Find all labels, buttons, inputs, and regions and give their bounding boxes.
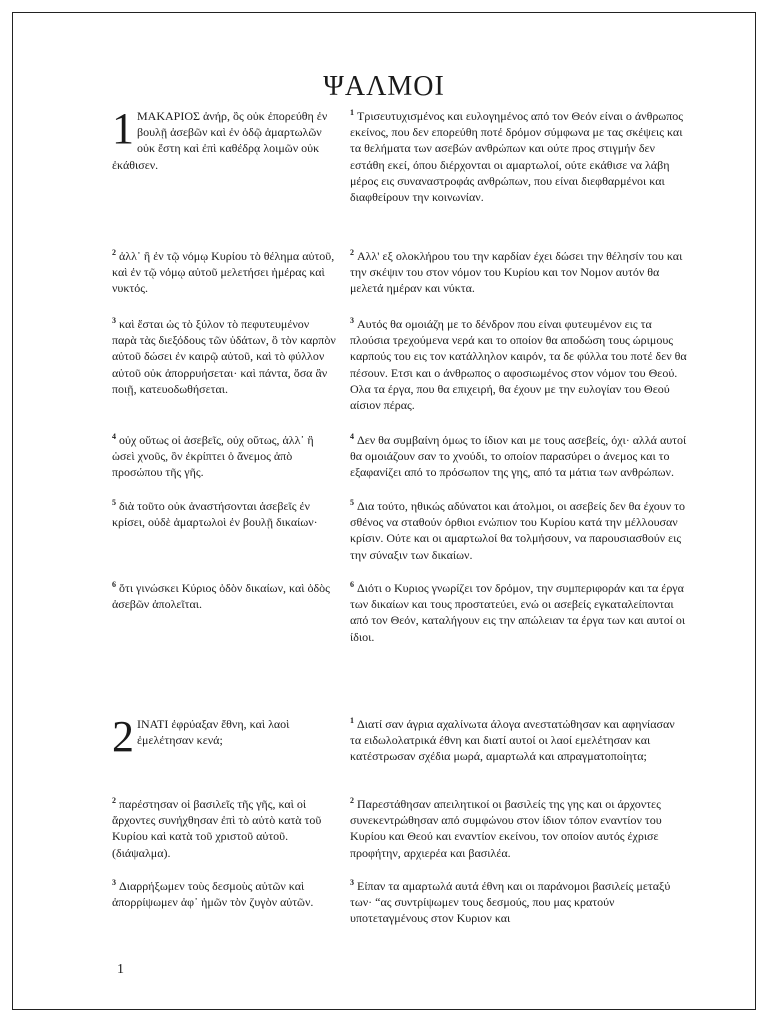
verse-row (112, 316, 688, 432)
verse-number: 3 (350, 878, 354, 887)
ancient-greek-verse (112, 498, 350, 580)
verse-number: 6 (350, 580, 354, 589)
modern-greek-verse (350, 432, 688, 498)
verse-row (112, 712, 688, 796)
verse-number: 2 (112, 796, 116, 805)
ancient-text: ὅτι γινώσκει Κύριος ὁδὸν δικαίων, καὶ ὁδὸς ἀσεβῶν ἀπολεῖται. (112, 581, 330, 612)
verse-row (112, 432, 688, 498)
verse-number: 2 (350, 248, 354, 257)
psalm-number-dropcap: 2 (112, 712, 134, 761)
modern-greek-verse (350, 248, 688, 316)
modern-text: Τρισευτυχισμένος και ευλογημένος από τον Θεόν είναι ο άνθρωπος εκείνος, που δεν επορεύθη ποτέ δρόμον σύμφωνα με τας σκέψεις και τα θελήματα των ασεβών ανθρώπων και ούτε προς στιγμήν δεν εστάθη εκεί, όπου διέρχονται οι αμαρτωλοί, ούτε εκάθισε να λάβη μέρος εις συναναστροφάς ανθρώπων, που είναι διεφθαρμένοι και διαφθείρουν την κοινωνίαν. (350, 109, 684, 205)
verse-number: 3 (112, 878, 116, 887)
verse-number: 3 (112, 316, 116, 325)
modern-greek-verse (350, 108, 688, 248)
ancient-greek-verse (112, 316, 350, 432)
psalm-2 (112, 712, 688, 927)
modern-greek-verse (350, 716, 688, 796)
verse-row (112, 498, 688, 580)
ancient-text: διὰ τοῦτο οὐκ ἀναστήσονται ἀσεβεῖς ἐν κρίσει, οὐδὲ ἁμαρτωλοὶ ἐν βουλῇ δικαίων· (112, 499, 318, 530)
modern-greek-verse (350, 316, 688, 432)
verse-number: 3 (350, 316, 354, 325)
verse-row (112, 878, 688, 927)
verse-number: 4 (112, 432, 116, 441)
verse-number: 5 (350, 498, 354, 507)
ancient-text: ΜΑΚΑΡΙΟΣ ἀνήρ, ὃς οὐκ ἐπορεύθη ἐν βουλῇ ἀσεβῶν καὶ ἐν ὁδῷ ἁμαρτωλῶν οὐκ ἔστη καὶ ἐπὶ καθέδρᾳ λοιμῶν οὐκ ἐκάθισεν. (112, 109, 328, 172)
modern-greek-verse (350, 580, 688, 660)
verse-number: 4 (350, 432, 354, 441)
verse-number: 1 (350, 716, 354, 725)
page-number: 1 (117, 962, 124, 977)
psalm-1 (112, 104, 688, 660)
modern-text: Διότι ο Κυριος γνωρίζει τον δρόμον, την συμπεριφοράν και τα έργα των δικαίων και τους προστατεύει, ενώ οι ασεβείς εγκαταλείπονται από τον Θεόν, καταλήγουν εις την απώλειαν τα έργα των και αυτοί οι ίδιοι. (350, 581, 686, 644)
ancient-greek-verse (112, 432, 350, 498)
modern-text: Δια τούτο, ηθικώς αδύνατοι και άτολμοι, οι ασεβείς δεν θα έχουν το σθένος να σταθούν όρθιοι ενώπιον του Κυρίου κατά την μέλλουσαν κρίσιν. Ούτε και οι αμαρτωλοί θα τολμήσουν, να παρουσιασθούν εις την σύναξιν των δικαίων. (350, 499, 685, 562)
verse-number: 1 (350, 108, 354, 117)
modern-greek-verse (350, 796, 688, 878)
modern-greek-verse (350, 878, 688, 927)
modern-text: Διατί σαν άγρια αχαλίνωτα άλογα ανεστατώθησαν και αφηνίασαν τα ειδωλολατρικά έθνη και διατί αυτοί οι λαοί εμελέτησαν και κατέστρωσαν σχέδια μωρά, αμαρτωλά και απραγματοποίητα; (350, 717, 675, 764)
modern-text: Είπαν τα αμαρτωλά αυτά έθνη και οι παράνομοι βασιλείς μεταξύ των· “ας συντρίψωμεν τους δεσμούς, που μας κρατούν υποτεταγμένους στον Κυριον και (350, 879, 671, 926)
ancient-text: παρέστησαν οἱ βασιλεῖς τῆς γῆς, καὶ οἱ ἄρχοντες συνήχθησαν ἐπὶ τὸ αὐτὸ κατὰ τοῦ Κυρίου καὶ κατὰ τοῦ χριστοῦ αὐτοῦ. (διάψαλμα). (112, 797, 322, 860)
modern-text: Αυτός θα ομοιάζη με το δένδρον που είναι φυτευμένον εις τα πλούσια τρεχούμενα νερά και το οποίον θα αποδώση τους ώριμους καρπούς του εις τον κατάλληλον καιρόν, τα δε φύλλα του ποτέ δεν θα πέσουν. Ετσι και ο άνθρωπος ο αφοσιωμένος στον νόμον του Θεού. Ολα τα έργα, που θα επιχειρή, θα έχουν με την ευλογίαν του Θεού αίσιον πέρας. (350, 317, 687, 413)
modern-text: Δεν θα συμβαίνη όμως το ίδιον και με τους ασεβείς, όχι· αλλά αυτοί θα ομοιάζουν σαν το χνούδι, το οποίον παρασύρει ο άνεμος και το εξαφανίζει από το πρόσωπον της γης, από τα μάτια των ανθρώπων. (350, 433, 687, 480)
verse-row (112, 796, 688, 878)
ancient-text: καὶ ἔσται ὡς τὸ ξύλον τὸ πεφυτευμένον παρὰ τὰς διεξόδους τῶν ὑδάτων, ὃ τὸν καρπὸν αὐτοῦ δώσει ἐν καιρῷ αὐτοῦ, καὶ τὸ φύλλον αὐτοῦ οὐκ ἀπορρυήσεται· καὶ πάντα, ὅσα ἂν ποιῇ, κατευοδωθήσεται. (112, 317, 336, 396)
modern-text: Αλλ' εξ ολοκλήρου του την καρδίαν έχει δώσει την θέλησίν του και την σκέψιν του στον νόμον του Κυρίου και τον Νομον αυτόν θα μελετά ημέραν και νύκτα. (350, 249, 683, 296)
verse-row (112, 248, 688, 316)
verse-number: 5 (112, 498, 116, 507)
ancient-text: Διαρρήξωμεν τοὺς δεσμοὺς αὐτῶν καὶ ἀπορρίψωμεν ἀφ᾿ ἡμῶν τὸν ζυγὸν αὐτῶν. (112, 879, 314, 910)
ancient-text: οὐχ οὕτως οἱ ἀσεβεῖς, οὐχ οὕτως, ἀλλ᾿ ἢ ὡσεὶ χνοῦς, ὃν ἐκρίπτει ὁ ἄνεμος ἀπὸ προσώπου τῆς γῆς. (112, 433, 314, 480)
verse-row (112, 104, 688, 248)
modern-greek-verse (350, 498, 688, 580)
ancient-greek-verse (112, 248, 350, 316)
ancient-greek-verse (112, 580, 350, 660)
modern-text: Παρεστάθησαν απειλητικοί οι βασιλείς της γης και οι άρχοντες συνεκεντρώθησαν από συμφώνου στον ίδιον τόπον εναντίον του Κυρίου και Θεού και εναντίον εκείνου, τον οποίον αυτός έχρισε προφήτην, αρχιερέα και βασιλέα. (350, 797, 662, 860)
ancient-greek-verse (112, 796, 350, 878)
verse-row (112, 580, 688, 660)
ancient-greek-verse (112, 712, 350, 796)
ancient-text: ΙΝΑΤΙ ἐφρύαξαν ἔθνη, καὶ λαοὶ ἐμελέτησαν κενά; (137, 717, 290, 748)
psalm-number-dropcap: 1 (112, 104, 134, 153)
page-title: ΨΑΛΜΟΙ (323, 70, 445, 102)
ancient-text: ἀλλ᾿ ἢ ἐν τῷ νόμῳ Κυρίου τὸ θέλημα αὐτοῦ, καὶ ἐν τῷ νόμῳ αὐτοῦ μελετήσει ἡμέρας καὶ νυκτός. (112, 249, 335, 296)
verse-number: 2 (350, 796, 354, 805)
ancient-greek-verse (112, 104, 350, 248)
ancient-greek-verse (112, 878, 350, 927)
verse-number: 2 (112, 248, 116, 257)
verse-number: 6 (112, 580, 116, 589)
